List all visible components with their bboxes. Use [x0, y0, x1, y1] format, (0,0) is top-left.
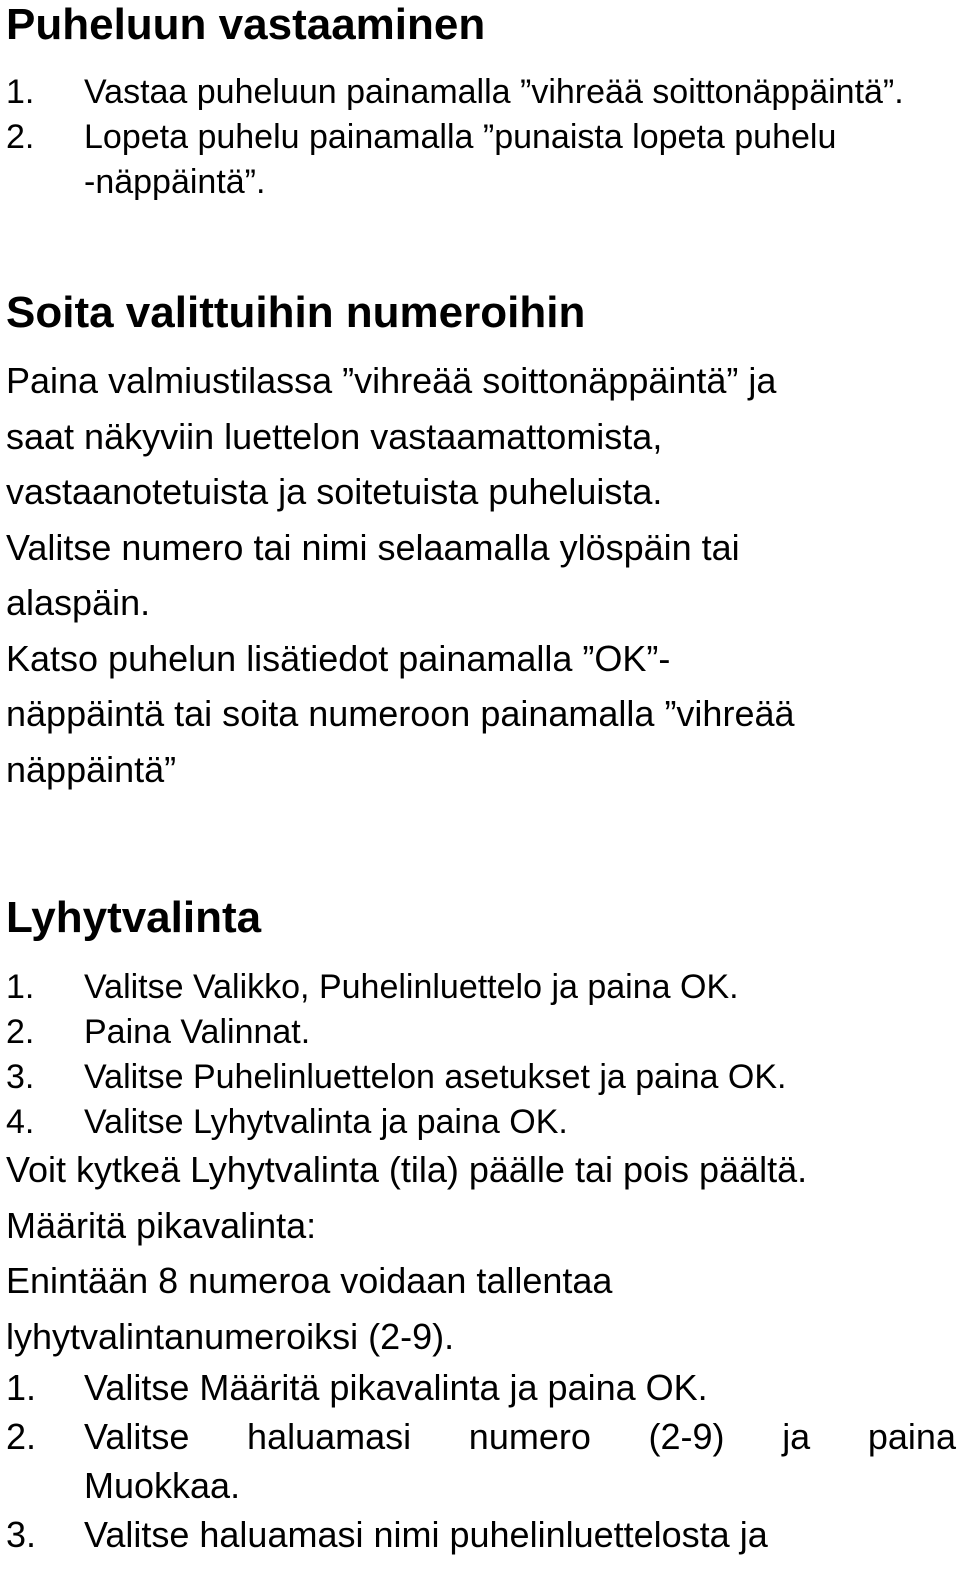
call-selected-paragraph [6, 353, 795, 797]
list-text: Muokkaa. [84, 1465, 241, 1506]
list-number: 3. [6, 1058, 35, 1096]
list-text: Valitse Valikko, Puhelinluettelo ja paina OK. [84, 968, 739, 1006]
word: (2-9) [648, 1416, 725, 1457]
text-line: näppäintä tai soita numeroon painamalla ”vihreää [6, 693, 795, 734]
list-item [6, 1055, 786, 1100]
heading-speed-dial: Lyhytvalinta [6, 893, 262, 942]
heading-call-selected-numbers: Soita valittuihin numeroihin [6, 288, 586, 337]
text-line: Enintään 8 numeroa voidaan tallentaa [6, 1260, 613, 1301]
word: numero [468, 1416, 591, 1457]
text-line: lyhytvalintanumeroiksi (2-9). [6, 1315, 455, 1357]
list-text: Lopeta puhelu painamalla ”punaista lopeta puhelu [84, 118, 837, 156]
list-text: Vastaa puheluun painamalla ”vihreää soittonäppäintä”. [84, 73, 904, 111]
list-number: 2. [6, 1013, 35, 1051]
list-text: Valitse Puhelinluettelon asetukset ja paina OK. [84, 1058, 787, 1096]
list-text: Paina Valinnat. [84, 1013, 311, 1051]
list-number: 1. [6, 73, 35, 111]
list-number: 1. [6, 1367, 37, 1408]
text-line: saat näkyviin luettelon vastaamattomista, [6, 415, 663, 457]
word: ja [782, 1416, 811, 1457]
list-text: Valitse haluamasi nimi puhelinluettelosta ja [84, 1514, 768, 1555]
text-line: Määritä pikavalinta: [6, 1204, 317, 1246]
list-text: Valitse Lyhytvalinta ja paina OK. [84, 1103, 568, 1141]
list-number: 2. [6, 118, 35, 156]
text-line: Katso puhelun lisätiedot painamalla ”OK”- [6, 637, 671, 679]
speed-dial-steps-list [6, 965, 786, 1145]
list-text-justified [84, 1412, 956, 1461]
list-item [6, 115, 904, 205]
list-number: 2. [6, 1416, 37, 1457]
text-line: alaspäin. [6, 582, 151, 623]
list-item [6, 1510, 956, 1559]
assign-speed-dial-steps-list [6, 1363, 956, 1559]
list-item [6, 1412, 956, 1510]
list-item [6, 1100, 786, 1145]
text-line: vastaanotetuista ja soitetuista puheluista. [6, 471, 663, 512]
list-text: -näppäintä”. [84, 163, 266, 201]
list-item [6, 965, 786, 1010]
list-item [6, 1363, 956, 1412]
word: Valitse [84, 1416, 190, 1457]
text-line: Voit kytkeä Lyhytvalinta (tila) päälle tai pois päältä. [6, 1149, 808, 1190]
list-text: Valitse Määritä pikavalinta ja paina OK. [84, 1367, 708, 1408]
list-number: 1. [6, 968, 35, 1006]
word: haluamasi [247, 1416, 412, 1457]
list-item [6, 1010, 786, 1055]
list-number: 3. [6, 1514, 37, 1555]
heading-answer-call: Puheluun vastaaminen [6, 0, 486, 49]
answer-steps-list [6, 70, 904, 205]
word: paina [867, 1416, 956, 1457]
text-line: näppäintä” [6, 748, 177, 790]
speed-dial-paragraph [6, 1142, 807, 1364]
text-line: Paina valmiustilassa ”vihreää soittonäppäintä” ja [6, 360, 777, 401]
list-number: 4. [6, 1103, 35, 1141]
text-line: Valitse numero tai nimi selaamalla ylöspäin tai [6, 526, 740, 568]
list-item [6, 70, 904, 115]
